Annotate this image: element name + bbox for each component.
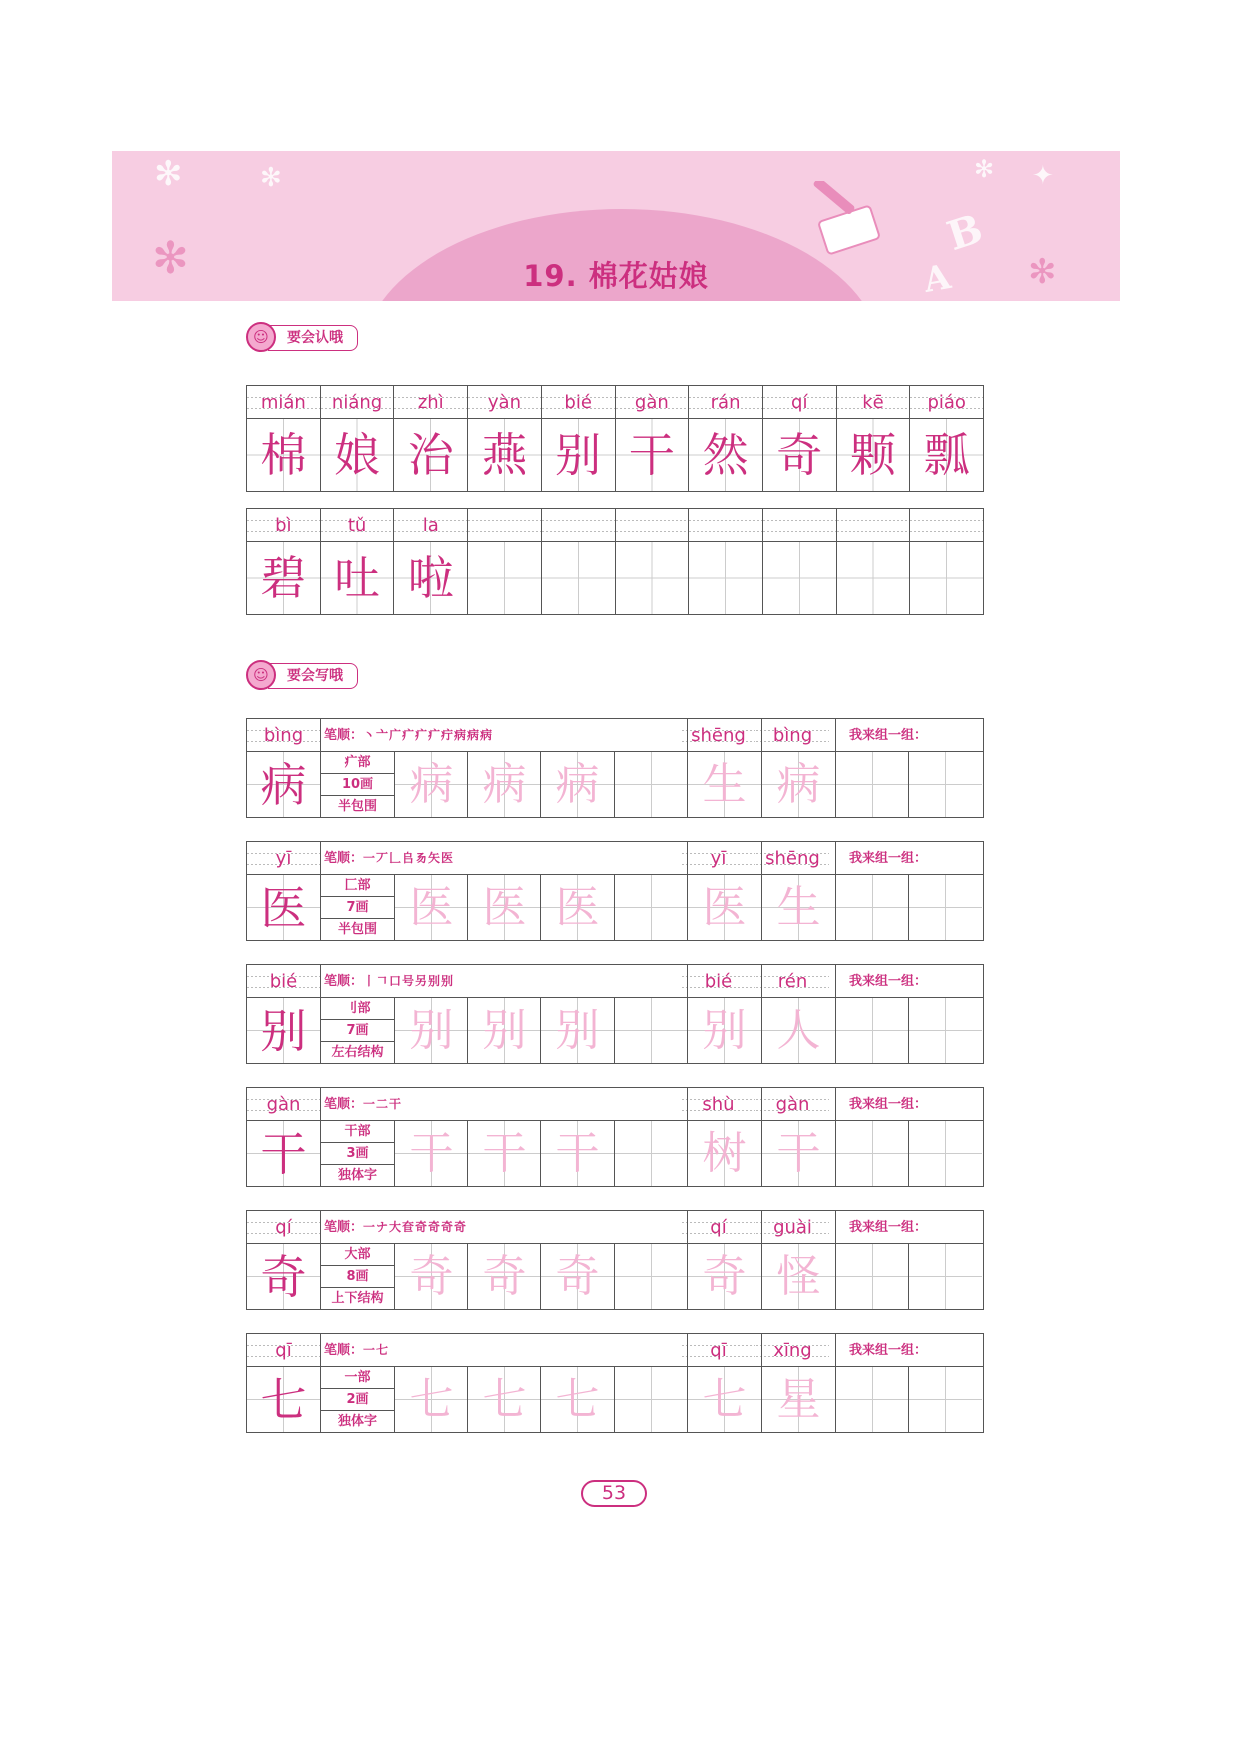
blank-practice-cell[interactable] — [909, 875, 982, 940]
word-group-label: 我来组一组： — [849, 1097, 928, 1112]
recognize-grid-row-1 — [246, 385, 984, 492]
radical: 疒部 — [321, 752, 394, 774]
pinyin — [910, 509, 983, 542]
hanzi-character — [616, 542, 689, 614]
trace-word-character-2[interactable]: 星 — [762, 1367, 835, 1432]
write-practice-block — [246, 1087, 984, 1187]
blank-practice-cell[interactable] — [909, 1367, 982, 1432]
hanzi-character: 碧 — [247, 542, 320, 614]
blank-practice-cell[interactable] — [909, 752, 982, 817]
grid-divider — [908, 1121, 909, 1186]
word-group-label: 我来组一组： — [849, 728, 928, 743]
recognize-cell — [689, 509, 763, 614]
model-character: 医 — [247, 875, 320, 940]
character-info — [321, 875, 394, 940]
grid-divider — [394, 875, 395, 940]
recognize-cell — [910, 509, 983, 614]
stroke-order-label: 笔顺： — [324, 1097, 364, 1112]
hanzi-character: 干 — [616, 419, 689, 491]
hanzi-character: 燕 — [468, 419, 541, 491]
grid-divider — [908, 998, 909, 1063]
recognize-cell — [321, 509, 395, 614]
recognize-cell — [616, 509, 690, 614]
grid-divider — [761, 1334, 762, 1432]
stroke-order-label: 笔顺： — [324, 1220, 364, 1235]
grid-divider — [761, 1088, 762, 1186]
blank-practice-cell[interactable] — [615, 1367, 688, 1432]
blank-practice-cell[interactable] — [836, 875, 909, 940]
grid-divider — [540, 1121, 541, 1186]
hanzi-character: 治 — [394, 419, 467, 491]
structure: 独体字 — [337, 1168, 377, 1183]
pinyin — [468, 509, 541, 542]
grid-divider — [394, 1367, 395, 1432]
grid-divider — [320, 1334, 321, 1432]
structure: 左右结构 — [331, 1045, 384, 1060]
blank-practice-cell[interactable] — [909, 1121, 982, 1186]
grid-divider — [394, 752, 395, 817]
stroke-order-label: 笔顺： — [324, 1343, 364, 1358]
model-character: 别 — [247, 998, 320, 1063]
flower-icon: ✻ — [1028, 252, 1057, 292]
word-group-label: 我来组一组： — [849, 1343, 928, 1358]
flower-icon: ✻ — [974, 155, 995, 183]
pinyin: mián — [247, 386, 320, 419]
grid-divider — [687, 842, 688, 940]
recognize-cell — [837, 509, 911, 614]
recognize-cell — [542, 386, 616, 491]
pinyin: kē — [837, 386, 910, 419]
stroke-sequence: 一丆𠃊𠂤𠃓矢医 — [363, 851, 455, 865]
stroke-count: 8画 — [321, 1266, 394, 1288]
structure: 上下结构 — [331, 1291, 384, 1306]
trace-character[interactable]: 医 — [468, 875, 541, 940]
stroke-sequence: 一二干 — [363, 1097, 403, 1111]
grid-divider — [320, 1088, 321, 1186]
recognize-cell — [763, 509, 837, 614]
trace-character[interactable]: 干 — [541, 1121, 614, 1186]
grid-divider — [687, 1211, 688, 1309]
hanzi-character: 别 — [542, 419, 615, 491]
stroke-sequence: 一ナ大奆奇奇奇奇 — [363, 1220, 468, 1234]
letter-a-icon: A — [920, 257, 954, 301]
word-pinyin-1: qī — [682, 1334, 755, 1366]
grid-divider — [540, 1367, 541, 1432]
hanzi-character — [468, 542, 541, 614]
grid-divider — [320, 842, 321, 940]
write-body-row — [247, 752, 983, 817]
radical: 干部 — [321, 1121, 394, 1143]
trace-character[interactable]: 别 — [541, 998, 614, 1063]
trace-character[interactable]: 七 — [395, 1367, 468, 1432]
word-group-label: 我来组一组： — [849, 851, 928, 866]
trace-word-character-2[interactable]: 生 — [762, 875, 835, 940]
pinyin: qí — [763, 386, 836, 419]
word-pinyin-1: yī — [682, 842, 755, 874]
stroke-count: 7画 — [321, 1020, 394, 1042]
grid-divider — [761, 965, 762, 1063]
grid-divider — [540, 998, 541, 1063]
stroke-count: 7画 — [321, 897, 394, 919]
grid-divider — [467, 875, 468, 940]
pinyin: qī — [247, 1334, 320, 1366]
grid-divider — [394, 1121, 395, 1186]
trace-character[interactable]: 病 — [468, 752, 541, 817]
word-pinyin-2: rén — [756, 965, 829, 997]
recognize-cell — [468, 386, 542, 491]
blank-practice-cell[interactable] — [615, 875, 688, 940]
pinyin: piáo — [910, 386, 983, 419]
trace-character[interactable]: 奇 — [541, 1244, 614, 1309]
hanzi-character — [542, 542, 615, 614]
grid-divider — [687, 1334, 688, 1432]
trace-character[interactable]: 奇 — [395, 1244, 468, 1309]
pinyin: bié — [542, 386, 615, 419]
blank-practice-cell[interactable] — [836, 998, 909, 1063]
stroke-count: 10画 — [321, 774, 394, 796]
recognize-cell — [394, 509, 468, 614]
pinyin: gàn — [247, 1088, 320, 1120]
blank-practice-cell[interactable] — [615, 1244, 688, 1309]
hanzi-character — [689, 542, 762, 614]
stroke-sequence: 一七 — [363, 1343, 390, 1357]
girl-face-icon: ☺ — [246, 322, 276, 352]
trace-word-character-1[interactable]: 生 — [688, 752, 761, 817]
write-practice-block — [246, 964, 984, 1064]
hanzi-character: 棉 — [247, 419, 320, 491]
grid-divider — [835, 1088, 836, 1186]
pinyin: niáng — [321, 386, 394, 419]
trace-character[interactable]: 干 — [468, 1121, 541, 1186]
grid-divider — [908, 1367, 909, 1432]
stroke-order-label: 笔顺： — [324, 974, 364, 989]
write-header-row — [247, 842, 983, 875]
blank-practice-cell[interactable] — [909, 1244, 982, 1309]
trace-character[interactable]: 干 — [395, 1121, 468, 1186]
grid-divider — [761, 1211, 762, 1309]
trace-word-character-2[interactable]: 干 — [762, 1121, 835, 1186]
pencil-notepad-icon — [802, 181, 892, 261]
trace-character[interactable]: 病 — [541, 752, 614, 817]
character-info — [321, 998, 394, 1063]
grid-divider — [835, 1334, 836, 1432]
blank-practice-cell[interactable] — [615, 1121, 688, 1186]
recognize-cell — [689, 386, 763, 491]
pinyin: zhì — [394, 386, 467, 419]
grid-divider — [687, 1088, 688, 1186]
stroke-count: 3画 — [321, 1143, 394, 1165]
page-title: 19. 棉花姑娘 — [523, 259, 709, 293]
word-group-label: 我来组一组： — [849, 974, 928, 989]
write-body-row — [247, 998, 983, 1063]
grid-divider — [467, 752, 468, 817]
flower-icon: ✻ — [154, 154, 183, 194]
recognize-grid-row-2 — [246, 508, 984, 615]
grid-divider — [761, 842, 762, 940]
header-banner — [112, 151, 1120, 301]
stroke-order — [324, 1088, 402, 1120]
trace-word-character-1[interactable]: 七 — [688, 1367, 761, 1432]
radical: 刂部 — [321, 998, 394, 1020]
blank-practice-cell[interactable] — [836, 1244, 909, 1309]
model-character: 七 — [247, 1367, 320, 1432]
trace-word-character-1[interactable]: 奇 — [688, 1244, 761, 1309]
write-body-row — [247, 1244, 983, 1309]
stroke-order — [324, 1334, 389, 1366]
pinyin: gàn — [616, 386, 689, 419]
trace-word-character-1[interactable]: 医 — [688, 875, 761, 940]
write-header-row — [247, 965, 983, 998]
write-practice-block — [246, 718, 984, 818]
grid-divider — [614, 875, 615, 940]
trace-word-character-1[interactable]: 树 — [688, 1121, 761, 1186]
recognize-cell — [247, 509, 321, 614]
trace-character[interactable]: 七 — [541, 1367, 614, 1432]
grid-divider — [908, 1244, 909, 1309]
pinyin — [763, 509, 836, 542]
flower-icon: ✻ — [260, 163, 282, 193]
grid-divider — [761, 719, 762, 817]
stroke-order-label: 笔顺： — [324, 851, 364, 866]
pinyin — [616, 509, 689, 542]
pinyin: bié — [247, 965, 320, 997]
character-info — [321, 752, 394, 817]
model-character: 奇 — [247, 1244, 320, 1309]
structure: 半包围 — [337, 922, 377, 937]
structure: 半包围 — [337, 799, 377, 814]
recognize-cell — [910, 386, 983, 491]
write-body-row — [247, 1367, 983, 1432]
character-info — [321, 1367, 394, 1432]
hanzi-character: 啦 — [394, 542, 467, 614]
pinyin — [542, 509, 615, 542]
blank-practice-cell[interactable] — [615, 752, 688, 817]
recognize-cell — [763, 386, 837, 491]
recognize-cell — [394, 386, 468, 491]
write-header-row — [247, 1334, 983, 1367]
model-character: 病 — [247, 752, 320, 817]
grid-divider — [908, 752, 909, 817]
hanzi-character — [910, 542, 983, 614]
grid-divider — [687, 965, 688, 1063]
girl-face-icon: ☺ — [246, 660, 276, 690]
blank-practice-cell[interactable] — [836, 1121, 909, 1186]
pinyin: rán — [689, 386, 762, 419]
word-pinyin-2: bìng — [756, 719, 829, 751]
grid-divider — [467, 1121, 468, 1186]
grid-divider — [835, 965, 836, 1063]
section-label: 要会认哦 — [268, 325, 358, 351]
grid-divider — [394, 1244, 395, 1309]
pinyin: la — [394, 509, 467, 542]
word-pinyin-1: shēng — [682, 719, 755, 751]
trace-word-character-2[interactable]: 病 — [762, 752, 835, 817]
trace-character[interactable]: 别 — [468, 998, 541, 1063]
hanzi-character: 吐 — [321, 542, 394, 614]
grid-divider — [614, 752, 615, 817]
write-practice-block — [246, 841, 984, 941]
stroke-sequence: 丶亠广疒疒疒疔病病病 — [363, 728, 494, 742]
word-pinyin-1: qí — [682, 1211, 755, 1243]
pinyin: yī — [247, 842, 320, 874]
trace-word-character-1[interactable]: 别 — [688, 998, 761, 1063]
trace-character[interactable]: 奇 — [468, 1244, 541, 1309]
blank-practice-cell[interactable] — [836, 752, 909, 817]
pinyin: bì — [247, 509, 320, 542]
write-practice-block — [246, 1210, 984, 1310]
recognize-cell — [321, 386, 395, 491]
blank-practice-cell[interactable] — [615, 998, 688, 1063]
write-practice-block — [246, 1333, 984, 1433]
grid-divider — [540, 875, 541, 940]
character-info — [321, 1244, 394, 1309]
hanzi-character — [763, 542, 836, 614]
write-header-row — [247, 719, 983, 752]
stroke-order — [324, 1211, 467, 1243]
blank-practice-cell[interactable] — [909, 998, 982, 1063]
recognize-cell — [468, 509, 542, 614]
word-pinyin-1: shù — [682, 1088, 755, 1120]
grid-divider — [467, 1367, 468, 1432]
grid-divider — [394, 998, 395, 1063]
stroke-sequence: 丨𠃍口号另别别 — [363, 974, 455, 988]
word-pinyin-2: shēng — [756, 842, 829, 874]
trace-character[interactable]: 医 — [541, 875, 614, 940]
character-info — [321, 1121, 394, 1186]
write-header-row — [247, 1211, 983, 1244]
pinyin: yàn — [468, 386, 541, 419]
sparkle-icon: ✦ — [1032, 161, 1054, 191]
write-body-row — [247, 1121, 983, 1186]
word-pinyin-2: xīng — [756, 1334, 829, 1366]
recognize-cell — [542, 509, 616, 614]
letter-b-icon: B — [941, 204, 989, 261]
pinyin — [689, 509, 762, 542]
word-group-label: 我来组一组： — [849, 1220, 928, 1235]
write-header-row — [247, 1088, 983, 1121]
grid-divider — [908, 875, 909, 940]
radical: 一部 — [321, 1367, 394, 1389]
pinyin: tǔ — [321, 509, 394, 542]
grid-divider — [467, 1244, 468, 1309]
grid-divider — [540, 1244, 541, 1309]
grid-divider — [614, 1244, 615, 1309]
word-pinyin-2: guài — [756, 1211, 829, 1243]
grid-divider — [835, 842, 836, 940]
radical: 匚部 — [321, 875, 394, 897]
recognize-cell — [616, 386, 690, 491]
recognize-cell — [837, 386, 911, 491]
stroke-order — [324, 719, 493, 751]
grid-divider — [614, 998, 615, 1063]
pinyin: bìng — [247, 719, 320, 751]
grid-divider — [687, 719, 688, 817]
model-character: 干 — [247, 1121, 320, 1186]
grid-divider — [614, 1367, 615, 1432]
grid-divider — [467, 998, 468, 1063]
trace-word-character-2[interactable]: 怪 — [762, 1244, 835, 1309]
pinyin — [837, 509, 910, 542]
trace-word-character-2[interactable]: 人 — [762, 998, 835, 1063]
stroke-count: 2画 — [321, 1389, 394, 1411]
trace-character[interactable]: 别 — [395, 998, 468, 1063]
flower-icon: ✻ — [152, 233, 189, 284]
hanzi-character: 颗 — [837, 419, 910, 491]
write-body-row — [247, 875, 983, 940]
blank-practice-cell[interactable] — [836, 1367, 909, 1432]
structure: 独体字 — [337, 1414, 377, 1429]
grid-divider — [320, 1211, 321, 1309]
stroke-order-label: 笔顺： — [324, 728, 364, 743]
recognize-cell — [247, 386, 321, 491]
word-pinyin-2: gàn — [756, 1088, 829, 1120]
grid-divider — [320, 965, 321, 1063]
grid-divider — [614, 1121, 615, 1186]
grid-divider — [540, 752, 541, 817]
pinyin: qí — [247, 1211, 320, 1243]
radical: 大部 — [321, 1244, 394, 1266]
hanzi-character: 然 — [689, 419, 762, 491]
page-number: 53 — [581, 1480, 647, 1507]
hanzi-character: 瓢 — [910, 419, 983, 491]
grid-divider — [320, 719, 321, 817]
stroke-order — [324, 965, 454, 997]
hanzi-character — [837, 542, 910, 614]
grid-divider — [835, 1211, 836, 1309]
grid-divider — [835, 719, 836, 817]
hanzi-character: 娘 — [321, 419, 394, 491]
stroke-order — [324, 842, 454, 874]
trace-character[interactable]: 医 — [395, 875, 468, 940]
hanzi-character: 奇 — [763, 419, 836, 491]
trace-character[interactable]: 七 — [468, 1367, 541, 1432]
section-label: 要会写哦 — [268, 663, 358, 689]
trace-character[interactable]: 病 — [395, 752, 468, 817]
word-pinyin-1: bié — [682, 965, 755, 997]
